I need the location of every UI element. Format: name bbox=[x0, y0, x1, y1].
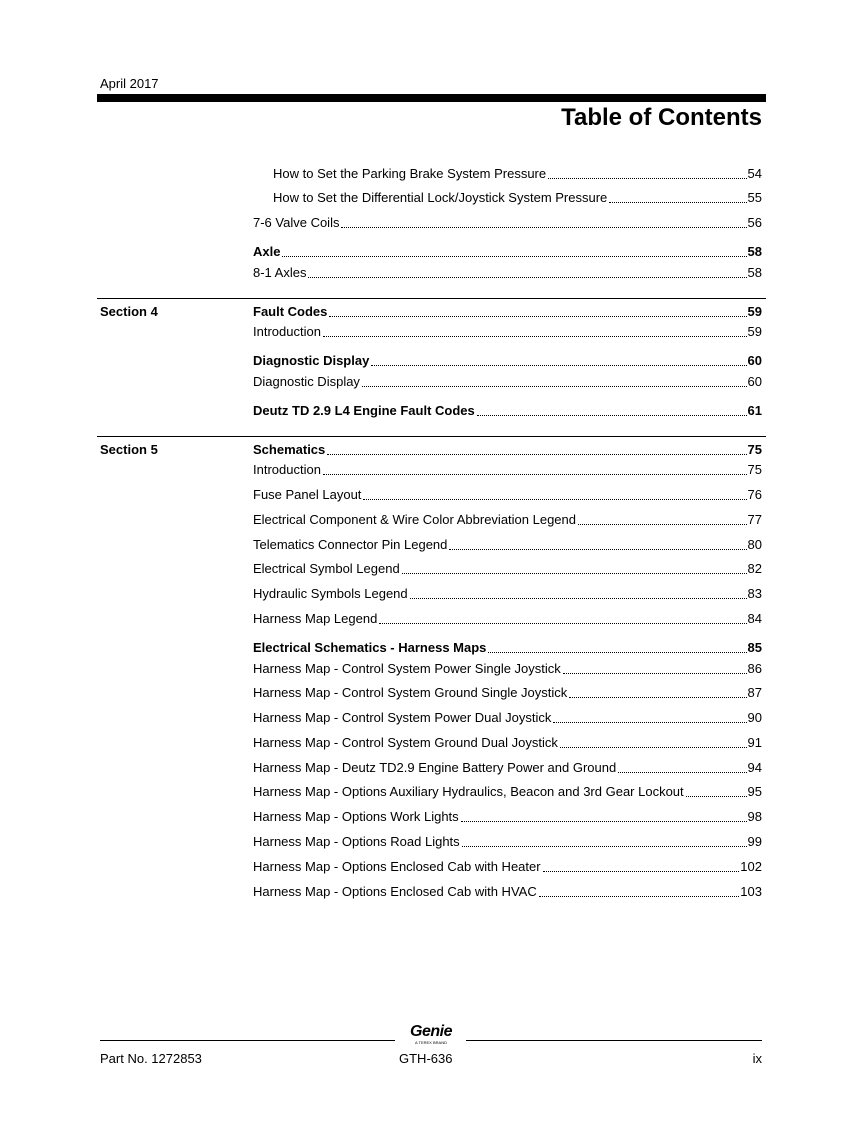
header-rule bbox=[97, 94, 766, 102]
toc-entry-schematics[interactable]: Schematics 75 bbox=[253, 442, 762, 457]
logo-sub-text: A TEREX BRAND bbox=[415, 1040, 447, 1045]
toc-entry-harness-ground-dual[interactable]: Harness Map - Control System Ground Dual Joystick 91 bbox=[253, 735, 762, 750]
toc-entry-differential-lock[interactable]: How to Set the Differential Lock/Joystick System Pressure 55 bbox=[273, 190, 762, 205]
toc-entry-harness-deutz-battery[interactable]: Harness Map - Deutz TD2.9 Engine Battery Power and Ground 94 bbox=[253, 760, 762, 775]
toc-entry-deutz-fault-codes[interactable]: Deutz TD 2.9 L4 Engine Fault Codes 61 bbox=[253, 403, 762, 418]
date-label: April 2017 bbox=[100, 76, 159, 91]
logo-brand-text: Genie bbox=[410, 1023, 452, 1040]
toc-entry-diagnostic-display-heading[interactable]: Diagnostic Display 60 bbox=[253, 353, 762, 368]
toc-entry-parking-brake[interactable]: How to Set the Parking Brake System Pressure 54 bbox=[273, 166, 762, 181]
toc-entry-harness-map-legend[interactable]: Harness Map Legend 84 bbox=[253, 611, 762, 626]
toc-entry-harness-ground-single[interactable]: Harness Map - Control System Ground Single Joystick 87 bbox=[253, 685, 762, 700]
toc-entry-valve-coils[interactable]: 7-6 Valve Coils 56 bbox=[253, 215, 762, 230]
toc-entry-electrical-schematics[interactable]: Electrical Schematics - Harness Maps 85 bbox=[253, 640, 762, 655]
toc-entry-fault-introduction[interactable]: Introduction 59 bbox=[253, 324, 762, 339]
toc-entry-telematics-legend[interactable]: Telematics Connector Pin Legend 80 bbox=[253, 537, 762, 552]
part-number: Part No. 1272853 bbox=[100, 1051, 202, 1066]
page-number: ix bbox=[752, 1051, 762, 1066]
toc-entry-schematics-introduction[interactable]: Introduction 75 bbox=[253, 462, 762, 477]
toc-entry-wire-color-legend[interactable]: Electrical Component & Wire Color Abbreviation Legend 77 bbox=[253, 512, 762, 527]
toc-entry-fuse-panel-layout[interactable]: Fuse Panel Layout 76 bbox=[253, 487, 762, 502]
toc-entry-harness-cab-hvac[interactable]: Harness Map - Options Enclosed Cab with HVAC 103 bbox=[253, 884, 762, 899]
section-4-rule bbox=[97, 298, 766, 299]
toc-entry-harness-aux-hydraulics[interactable]: Harness Map - Options Auxiliary Hydraulics, Beacon and 3rd Gear Lockout 95 bbox=[253, 784, 762, 799]
section-5-rule bbox=[97, 436, 766, 437]
toc-entry-axles[interactable]: 8-1 Axles 58 bbox=[253, 265, 762, 280]
toc-entry-harness-power-single[interactable]: Harness Map - Control System Power Single Joystick 86 bbox=[253, 661, 762, 676]
section-5-label: Section 5 bbox=[100, 442, 158, 457]
footer-rule-right bbox=[466, 1040, 762, 1041]
toc-entry-diagnostic-display[interactable]: Diagnostic Display 60 bbox=[253, 374, 762, 389]
toc-entry-harness-work-lights[interactable]: Harness Map - Options Work Lights 98 bbox=[253, 809, 762, 824]
genie-logo bbox=[398, 1024, 464, 1045]
page-title: Table of Contents bbox=[561, 104, 762, 131]
toc-entry-axle[interactable]: Axle 58 bbox=[253, 244, 762, 259]
toc-entry-harness-power-dual[interactable]: Harness Map - Control System Power Dual Joystick 90 bbox=[253, 710, 762, 725]
footer-rule-left bbox=[100, 1040, 395, 1041]
toc-entry-fault-codes[interactable]: Fault Codes 59 bbox=[253, 304, 762, 319]
toc-entry-electrical-symbol-legend[interactable]: Electrical Symbol Legend 82 bbox=[253, 561, 762, 576]
toc-entry-harness-road-lights[interactable]: Harness Map - Options Road Lights 99 bbox=[253, 834, 762, 849]
toc-entry-hydraulic-symbols-legend[interactable]: Hydraulic Symbols Legend 83 bbox=[253, 586, 762, 601]
model-number: GTH-636 bbox=[399, 1051, 453, 1066]
toc-entry-harness-cab-heater[interactable]: Harness Map - Options Enclosed Cab with Heater 102 bbox=[253, 859, 762, 874]
section-4-label: Section 4 bbox=[100, 304, 158, 319]
